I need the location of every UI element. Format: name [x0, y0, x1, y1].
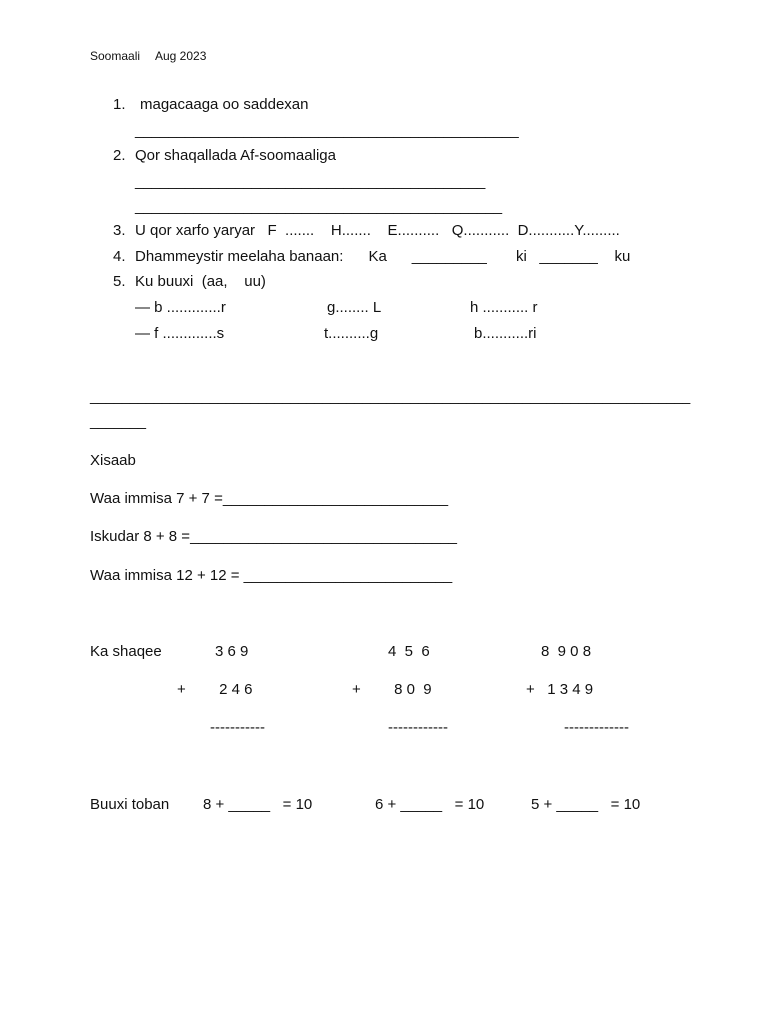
section-divider-line-wrap: _______: [90, 414, 147, 430]
q1-number: 1.: [113, 96, 126, 113]
addition-2-rule: ------------: [388, 719, 448, 736]
math-question-3: Waa immisa 12 + 12 = _________________________: [90, 567, 453, 584]
math-question-1: Waa immisa 7 + 7 =___________________________: [90, 490, 449, 507]
q1-answer-line: ______________________________________________: [135, 122, 519, 139]
q2-text: Qor shaqallada Af-soomaaliga: [135, 147, 336, 164]
tens-item-1: 8 + _____ = 10: [203, 796, 313, 813]
q1-text: magacaaga oo saddexan: [140, 96, 309, 113]
math-title: Xisaab: [90, 452, 136, 469]
q5-row1-item1: — b .............r: [135, 299, 226, 316]
q5-row2-item3: b...........ri: [474, 325, 537, 342]
addition-1-bottom: + 2 4 6: [177, 681, 253, 698]
math-question-2: Iskudar 8 + 8 =________________________________: [90, 528, 458, 545]
q3-number: 3.: [113, 222, 126, 239]
q5-row2-item2: t..........g: [324, 325, 379, 342]
q3-text: U qor xarfo yaryar F ....... H....... E.......... Q........... D...........Y.........: [135, 222, 620, 239]
header-date: Aug 2023: [155, 49, 207, 63]
q2-answer-line-1: __________________________________________: [135, 173, 486, 190]
q4-text: Dhammeystir meelaha banaan: Ka _________ ki _______ ku: [135, 248, 631, 265]
q5-row2-item1: — f .............s: [135, 325, 225, 342]
section-divider-line: ___________________________________________________________________________: [90, 389, 691, 405]
addition-1-rule: -----------: [210, 719, 265, 736]
addition-label: Ka shaqee: [90, 643, 162, 660]
q2-answer-line-2: ____________________________________________: [135, 198, 503, 215]
addition-3-bottom: + 1 3 4 9: [526, 681, 594, 698]
tens-label: Buuxi toban: [90, 796, 170, 813]
header-subject: Soomaali: [90, 49, 141, 63]
addition-2-top: 4 5 6: [388, 643, 430, 660]
q5-row1-item2: g........ L: [327, 299, 382, 316]
tens-item-3: 5 + _____ = 10: [531, 796, 641, 813]
q5-row1-item3: h ........... r: [470, 299, 538, 316]
q2-number: 2.: [113, 147, 126, 164]
addition-2-bottom: + 8 0 9: [352, 681, 432, 698]
tens-item-2: 6 + _____ = 10: [375, 796, 485, 813]
addition-1-top: 3 6 9: [215, 643, 249, 660]
q5-number: 5.: [113, 273, 126, 290]
addition-3-rule: -------------: [564, 719, 629, 736]
q4-number: 4.: [113, 248, 126, 265]
addition-3-top: 8 9 0 8: [541, 643, 592, 660]
q5-text: Ku buuxi (aa, uu): [135, 273, 266, 290]
